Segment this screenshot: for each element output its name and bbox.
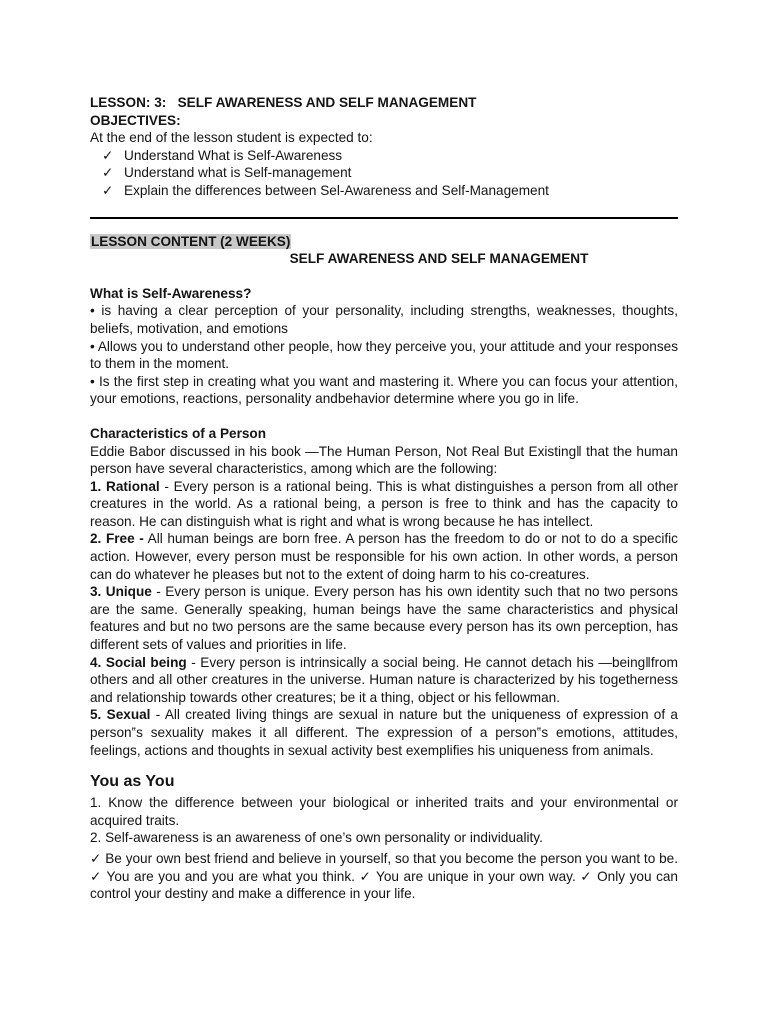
awareness-bullet: • is having a clear perception of your personality, including strengths, weaknesses, thoughts, beliefs, motivation, and emotions: [90, 303, 678, 336]
characteristic-item: [90, 706, 678, 759]
objectives-heading: OBJECTIVES:: [90, 112, 181, 128]
lesson-title: LESSON: 3: SELF AWARENESS AND SELF MANAGEMENT: [90, 95, 477, 110]
characteristics-intro: Eddie Babor discussed in his book ―The Human Person, Not Real But Existing‖ that the human person have several characteristics, among which are the following:: [90, 443, 678, 477]
characteristic-text: - Every person is a rational being. This is what distinguishes a person from all other creatures in the world. As a rational being, a person is free to think and has the capacity to reason. He can distinguish what is right and what is wrong because he has intellect.: [90, 478, 678, 529]
awareness-bullet: • Is the first step in creating what you want and mastering it. Where you can focus your attention, your emotions, reactions, personality andbehavior determine where you go in life.: [90, 373, 678, 407]
section-divider: [90, 217, 678, 219]
objective-item: [90, 182, 678, 200]
characteristic-label: 5. Sexual: [90, 707, 151, 723]
characteristic-text: - Every person is unique. Every person has his own identity such that no two persons are the same. Generally speaking, human beings have the same characteristics and physical features and but no two persons are the same because every person has its own perception, has different sets of values and priorities in life.: [90, 584, 678, 653]
characteristics-heading: Characteristics of a Person: [90, 425, 267, 441]
characteristic-item: [90, 583, 678, 653]
objective-item: [90, 164, 678, 182]
objective-text: Explain the differences between Sel-Awareness and Self-Management: [124, 182, 549, 198]
you-as-you-line: 2. Self-awareness is an awareness of one’s own personality or individuality.: [90, 830, 543, 846]
characteristic-label: 2. Free -: [90, 531, 144, 547]
characteristic-text: - Every person is intrinsically a social being. He cannot detach his ―being‖from others and all other creatures in the universe. Human nature is characterized by his togetherness and relationship towards other creatures; be it a thing, object or his fellowman.: [90, 654, 679, 705]
lesson-content-label: LESSON CONTENT (2 WEEKS): [91, 233, 291, 249]
check-icon: ✓: [102, 182, 114, 198]
characteristic-item: [90, 478, 678, 531]
characteristic-label: 4. Social being: [90, 654, 187, 670]
characteristic-item: [90, 654, 678, 707]
you-as-you-line: 1. Know the difference between your biological or inherited traits and your environmental or acquired traits.: [90, 795, 678, 828]
content-subtitle: SELF AWARENESS AND SELF MANAGEMENT: [289, 251, 589, 267]
objectives-intro: At the end of the lesson student is expected to:: [90, 130, 373, 146]
characteristic-text: All human beings are born free. A person has the freedom to do or not to do a specific action. However, every person must be responsible for his own action. In other words, a person can do whatever he pleases but not to the extent of doing harm to his co-creatures.: [90, 531, 678, 582]
characteristic-label: 1. Rational: [90, 478, 160, 494]
characteristic-label: 3. Unique: [90, 584, 152, 600]
awareness-heading: What is Self-Awareness?: [90, 285, 252, 301]
characteristic-item: [90, 530, 678, 583]
objective-text: Understand What is Self-Awareness: [124, 147, 343, 163]
objectives-list: [90, 147, 678, 200]
objective-item: [90, 147, 678, 165]
document-page: [90, 94, 678, 903]
check-icon: ✓: [102, 147, 114, 163]
you-as-you-line: ✓ Be your own best friend and believe in yourself, so that you become the person you want to be. ✓ You are you and you are what you think. ✓ You are unique in your own way. ✓ Only you can control your destiny and make a difference in your life.: [90, 850, 678, 902]
characteristic-text: - All created living things are sexual in nature but the uniqueness of expression of a person‟s sexuality makes it all different. The expression of a person‟s emotions, attitudes, feelings, actions and thoughts in sexual activity best exemplifies his uniqueness from animals.: [90, 707, 678, 758]
objective-text: Understand what is Self-management: [124, 165, 352, 181]
awareness-bullet: • Allows you to understand other people, how they perceive you, your attitude and your responses to them in the moment.: [90, 338, 678, 372]
check-icon: ✓: [102, 165, 114, 181]
you-as-you-heading: You as You: [90, 773, 175, 791]
